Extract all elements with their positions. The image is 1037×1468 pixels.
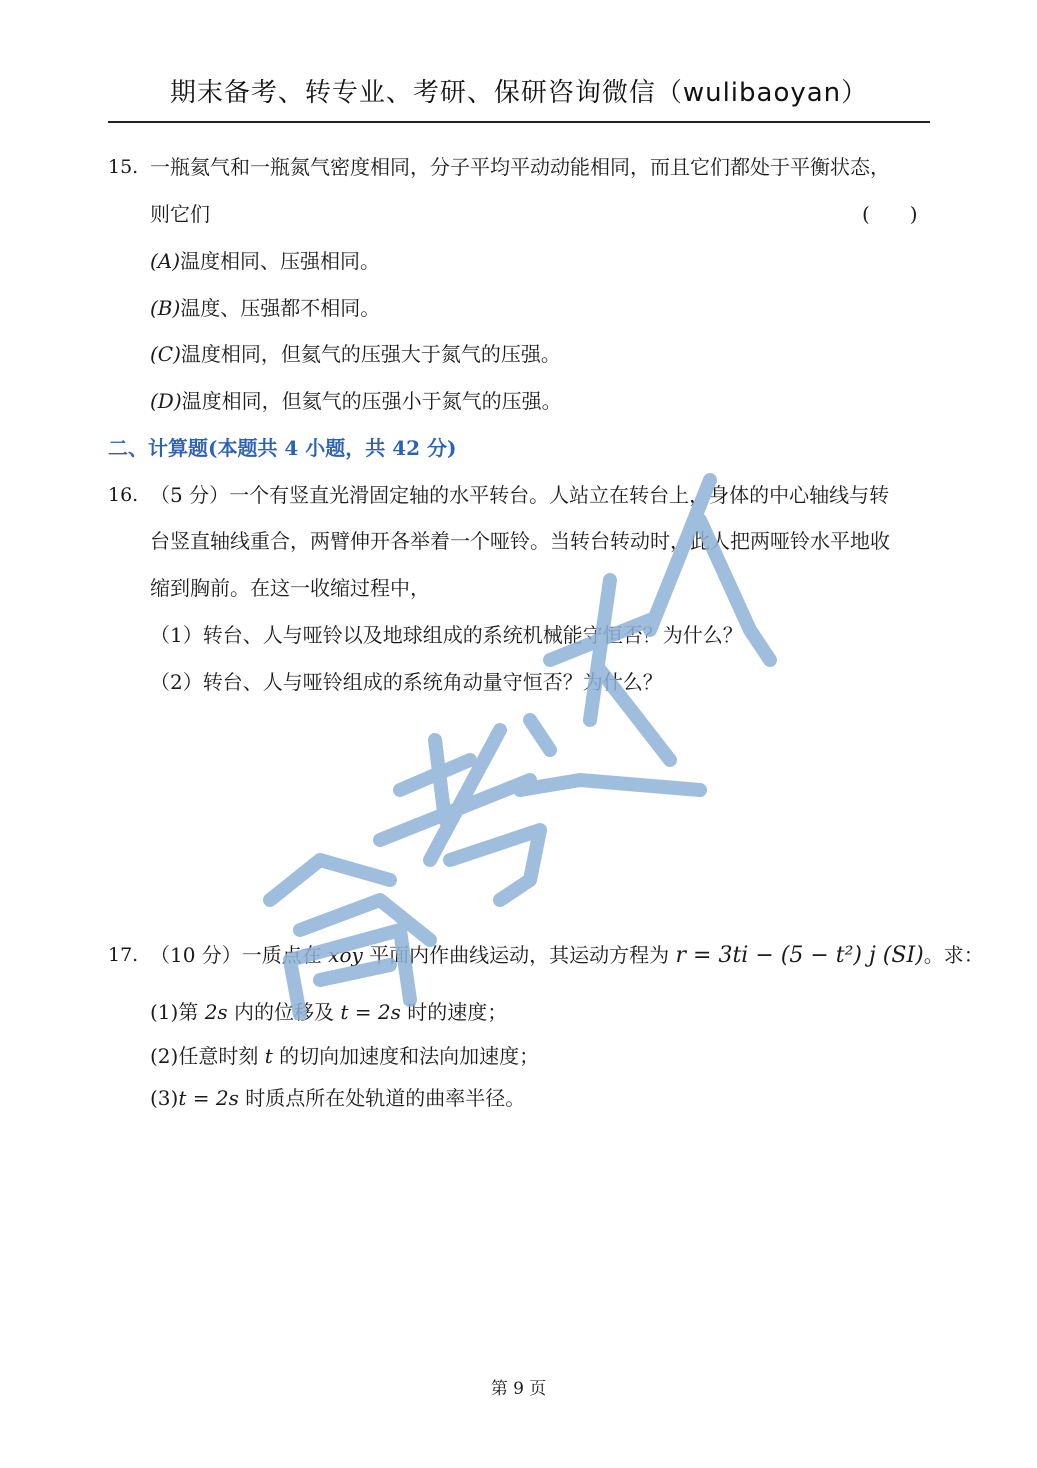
q15-option-d (150, 387, 562, 415)
header-rule (108, 121, 930, 123)
q17-sub1-suffix: 时的速度； (400, 1000, 508, 1024)
section-heading: 二、计算题(本题共 4 小题，共 42 分) (108, 436, 457, 460)
q15-option-d-text: 温度相同，但氦气的压强小于氮气的压强。 (181, 389, 562, 413)
q16-number: 16. (108, 484, 139, 506)
q17-sub2 (150, 1042, 539, 1070)
q16-line2: 台竖直轴线重合，两臂伸开各举着一个哑铃。当转台转动时，此人把两哑铃水平地收 (150, 529, 890, 553)
q17-sub2-prefix: (2)任意时刻 (150, 1044, 265, 1068)
q17-sub2-suffix: 的切向加速度和法向加速度； (272, 1044, 540, 1068)
q17-sub1-a: 2s (204, 1000, 228, 1024)
q17-line1-suffix: 。求： (923, 943, 984, 967)
q16-line1: （5 分）一个有竖直光滑固定轴的水平转台。人站立在转台上，身体的中心轴线与转 (150, 483, 890, 507)
q17-xoy: xoy (328, 943, 363, 967)
q17-sub3-t: t = 2s (178, 1086, 239, 1110)
q17-line1-prefix: （10 分）一质点在 (150, 943, 329, 967)
q17-sub2-t: t (264, 1044, 273, 1068)
q17-sub3 (150, 1084, 525, 1112)
q15-option-a (150, 247, 380, 275)
q15-option-b (150, 294, 380, 322)
q17-line1 (150, 941, 984, 970)
q16-sub2: （2）转台、人与哑铃组成的系统角动量守恒否？为什么？ (150, 670, 663, 694)
q15-option-a-label: (A) (150, 249, 181, 273)
q15-line1: 一瓶氦气和一瓶氮气密度相同，分子平均平动动能相同，而且它们都处于平衡状态， (150, 155, 890, 179)
q15-option-c-text: 温度相同，但氦气的压强大于氮气的压强。 (180, 342, 561, 366)
q17-sub1-prefix: (1)第 (150, 1000, 205, 1024)
q15-option-c-label: (C) (150, 342, 181, 366)
q15-option-b-text: 温度、压强都不相同。 (180, 296, 381, 320)
q17-sub3-prefix: (3) (150, 1086, 179, 1110)
page-header: 期末备考、转专业、考研、保研咨询微信（wulibaoyan） (169, 78, 869, 108)
q15-option-a-text: 温度相同、压强相同。 (180, 249, 381, 273)
q17-sub1-b: t = 2s (340, 1000, 401, 1024)
q15-answer-bracket: ( ) (862, 202, 918, 226)
q15-option-c (150, 340, 561, 368)
q15-option-b-label: (B) (150, 296, 181, 320)
q17-motion-equation: r = 3ti − (5 − t²) j (SI) (675, 943, 924, 968)
q17-sub1-mid: 内的位移及 (227, 1000, 341, 1024)
q15-option-d-label: (D) (150, 389, 182, 413)
q17-number: 17. (108, 944, 139, 966)
q15-number: 15. (108, 156, 139, 178)
q16-sub1: （1）转台、人与哑铃以及地球组成的系统机械能守恒否？为什么？ (150, 623, 743, 647)
q17-sub1 (150, 998, 507, 1026)
q17-sub3-suffix: 时质点所在处轨道的曲率半径。 (238, 1086, 526, 1110)
q17-line1-mid: 平面内作曲线运动，其运动方程为 (362, 943, 676, 967)
q15-line2: 则它们 (150, 202, 210, 226)
q16-line3: 缩到胸前。在这一收缩过程中， (150, 576, 430, 600)
page-number: 第 9 页 (490, 1379, 547, 1399)
